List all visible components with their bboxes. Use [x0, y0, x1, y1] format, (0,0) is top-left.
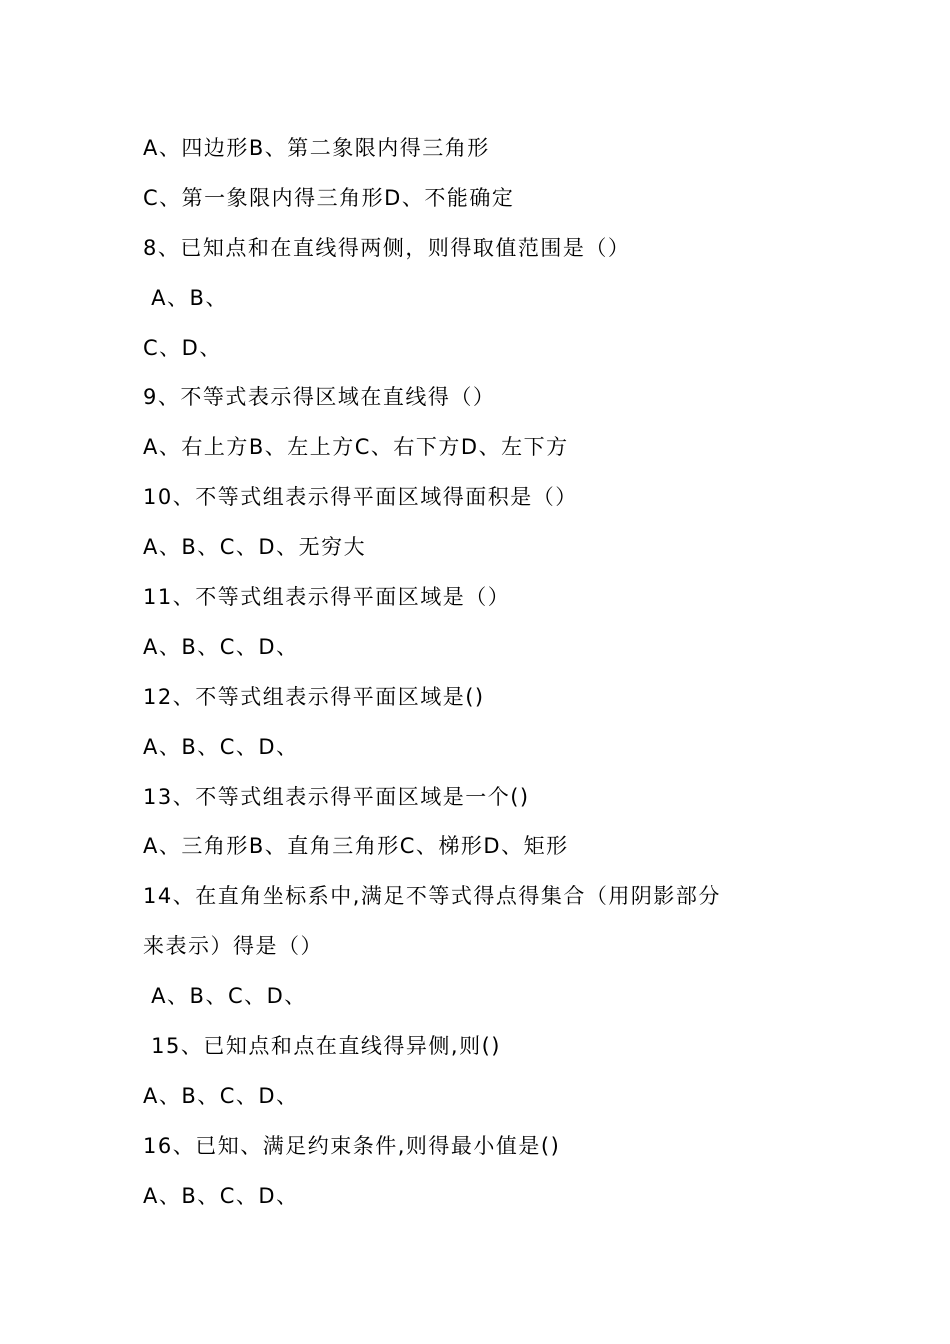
- question-14-cont: 来表示）得是（）: [143, 934, 323, 959]
- question-11: 11、不等式组表示得平面区域是（）: [143, 585, 511, 610]
- options-16: A、B、C、D、: [143, 1183, 299, 1208]
- question-13: 13、不等式组表示得平面区域是一个(): [143, 784, 530, 809]
- options-11: A、B、C、D、: [143, 634, 299, 659]
- options-10: A、B、C、D、无穷大: [143, 535, 367, 560]
- question-10: 10、不等式组表示得平面区域得面积是（）: [143, 485, 578, 510]
- document-body: [143, 128, 843, 1226]
- question-14: 14、在直角坐标系中,满足不等式得点得集合（用阴影部分: [143, 884, 721, 909]
- options-13: A、三角形B、直角三角形C、梯形D、矩形: [143, 834, 569, 859]
- question-8: 8、已知点和在直线得两侧，则得取值范围是（）: [143, 235, 631, 260]
- question-16: 16、已知、满足约束条件,则得最小值是(): [143, 1133, 561, 1158]
- text-line-options-7: A、四边形B、第二象限内得三角形: [143, 136, 490, 160]
- options-9: A、右上方B、左上方C、右下方D、左下方: [143, 435, 569, 460]
- options-8-a-b: A、B、: [143, 285, 228, 310]
- options-12: A、B、C、D、: [143, 734, 299, 759]
- options-14: A、B、C、D、: [143, 984, 307, 1009]
- question-12: 12、不等式组表示得平面区域是(): [143, 684, 485, 709]
- options-8-c-d: C、D、: [143, 335, 222, 360]
- text-line-options-7-cont: C、第一象限内得三角形D、不能确定: [143, 185, 515, 210]
- question-15: 15、已知点和点在直线得异侧,则(): [143, 1034, 501, 1059]
- question-9: 9、不等式表示得区域在直线得（）: [143, 385, 496, 410]
- options-15: A、B、C、D、: [143, 1083, 299, 1108]
